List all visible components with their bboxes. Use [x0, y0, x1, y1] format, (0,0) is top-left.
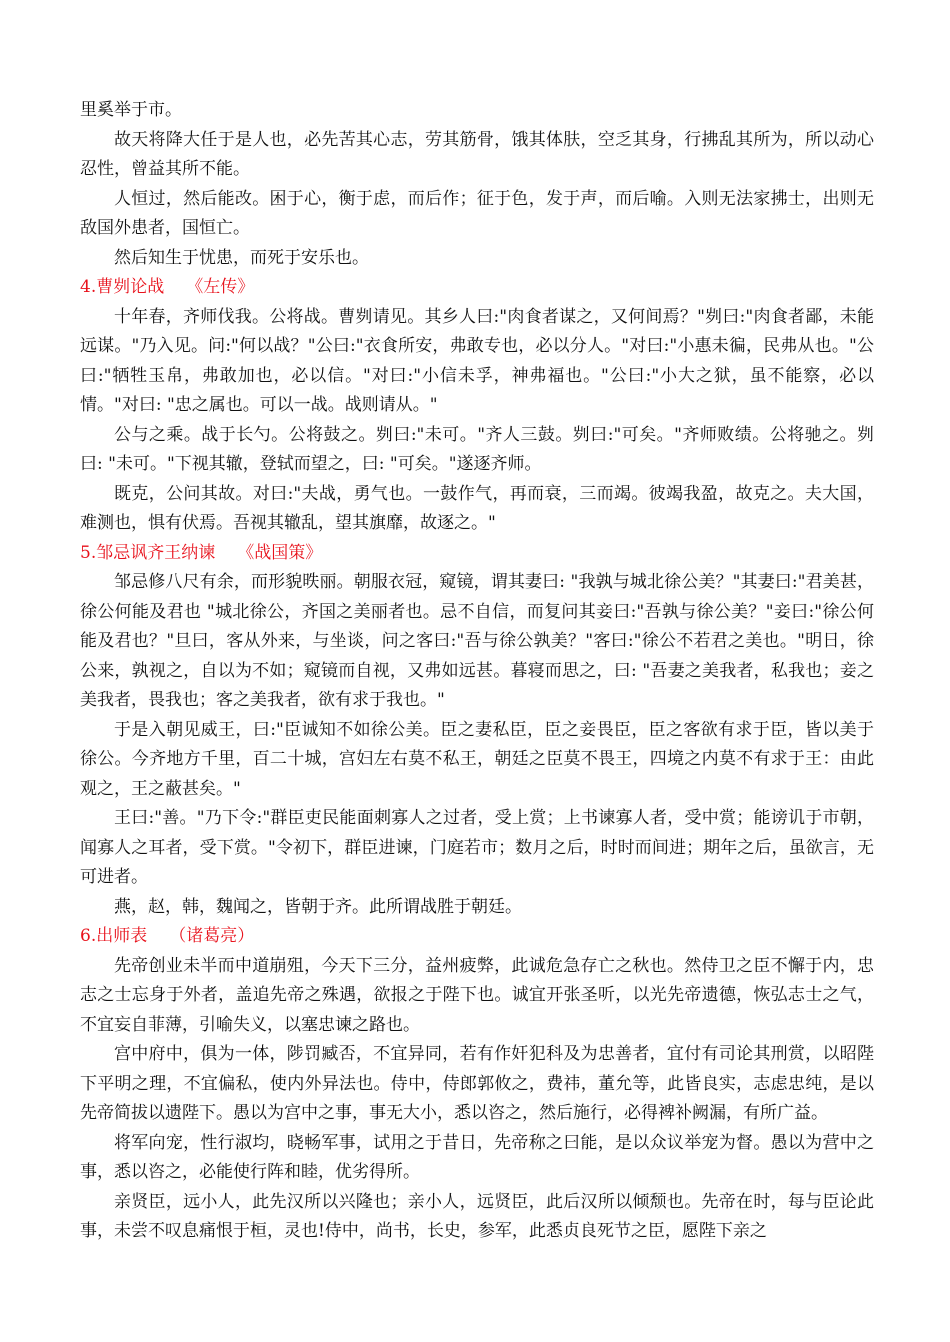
section-source: 《左传》: [186, 277, 255, 297]
text-paragraph: 公与之乘。战于长勺。公将鼓之。刿曰:"未可。"齐人三鼓。刿曰:"可矣。"齐师败绩。公将驰之。刿曰: "未可。"下视其辙，登轼而望之，曰: "可矣。"遂逐齐师。: [80, 424, 874, 474]
text-paragraph: 宫中府中，俱为一体，陟罚臧否，不宜异同，若有作奸犯科及为忠善者，宜付有司论其刑赏，以昭陛下平明之理，不宜偏私，使内外异法也。侍中，侍郎郭攸之，费祎，董允等，此皆良实，志虑忠纯，是以先帝简拔以遗陛下。愚以为宫中之事，事无大小，悉以咨之，然后施行，必得裨补阙漏，有所广益。: [80, 1044, 874, 1123]
section-heading: [80, 273, 874, 303]
text-paragraph: 邹忌修八尺有余，而形貌昳丽。朝服衣冠，窥镜，谓其妻曰: "我孰与城北徐公美？"其妻曰:"君美甚，徐公何能及君也 "城北徐公，齐国之美丽者也。忌不自信，而复问其妾曰:"吾孰与徐公美？"妾曰:"徐公何能及君也？"旦曰，客从外来，与坐谈，问之客曰:"吾与徐公孰美？"客曰:"徐公不若君之美也。"明日，徐公来，孰视之，自以为不如；窥镜而自视，又弗如远甚。暮寝而思之，曰: "吾妻之美我者，私我也；妾之美我者，畏我也；客之美我者，欲有求于我也。": [80, 572, 874, 710]
text-paragraph: 既克，公问其故。对曰:"夫战，勇气也。一鼓作气，再而衰，三而竭。彼竭我盈，故克之。夫大国，难测也，惧有伏焉。吾视其辙乱，望其旗靡，故逐之。": [80, 483, 874, 533]
section-title: 5.邹忌讽齐王纳谏: [80, 542, 216, 563]
section-heading: [80, 922, 874, 952]
section-source: （诸葛亮）: [169, 926, 255, 946]
section-title: 6.出师表: [80, 926, 148, 946]
text-paragraph: 故天将降大任于是人也，必先苦其心志，劳其筋骨，饿其体肤，空乏其身，行拂乱其所为，所以动心忍性，曾益其所不能。: [80, 129, 874, 179]
text-paragraph: 人恒过，然后能改。困于心，衡于虑，而后作；征于色，发于声，而后喻。入则无法家拂士，出则无敌国外患者，国恒亡。: [80, 188, 874, 238]
text-paragraph: 燕，赵，韩，魏闻之，皆朝于齐。此所谓战胜于朝廷。: [114, 896, 522, 917]
text-paragraph: 亲贤臣，远小人，此先汉所以兴隆也；亲小人，远贤臣，此后汉所以倾颓也。先帝在时，每与臣论此事，未尝不叹息痛恨于桓，灵也!侍中，尚书，长史，参军，此悉贞良死节之臣，愿陛下亲之: [80, 1191, 874, 1241]
text-paragraph: 将军向宠，性行淑均，晓畅军事，试用之于昔日，先帝称之曰能，是以众议举宠为督。愚以为营中之事，悉以咨之，必能使行阵和睦，优劣得所。: [80, 1132, 874, 1182]
section-heading: [80, 539, 874, 569]
text-paragraph: 里奚举于市。: [80, 100, 182, 120]
text-paragraph: 于是入朝见威王，曰:"臣诚知不如徐公美。臣之妻私臣，臣之妾畏臣，臣之客欲有求于臣，皆以美于徐公。今齐地方千里，百二十城，宫妇左右莫不私王，朝廷之臣莫不畏王，四境之内莫不有求于王：由此观之，王之蔽甚矣。": [80, 719, 874, 799]
text-paragraph: 王曰:"善。"乃下令:"群臣吏民能面刺寡人之过者，受上赏；上书谏寡人者，受中赏；能谤讥于市朝，闻寡人之耳者，受下赏。"令初下，群臣进谏，门庭若市；数月之后，时时而间进；期年之后，虽欲言，无可进者。: [80, 808, 874, 887]
text-paragraph: 十年春，齐师伐我。公将战。曹刿请见。其乡人曰:"肉食者谋之，又何间焉？"刿曰:"肉食者鄙，未能远谋。"乃入见。问:"何以战？"公曰:"衣食所安，弗敢专也，必以分人。"对曰:"小惠未徧，民弗从也。"公曰:"牺牲玉帛，弗敢加也，必以信。"对曰:"小信未孚，神弗福也。"公曰:"小大之狱，虽不能察，必以情。"对曰: "忠之属也。可以一战。战则请从。": [80, 306, 874, 415]
text-paragraph: 先帝创业未半而中道崩殂，今天下三分，益州疲弊，此诚危急存亡之秋也。然侍卫之臣不懈于内，忠志之士忘身于外者，盖追先帝之殊遇，欲报之于陛下也。诚宜开张圣听，以光先帝遗德，恢弘志士之气，不宜妄自菲薄，引喻失义，以塞忠谏之路也。: [80, 955, 874, 1035]
text-paragraph: 然后知生于忧患，而死于安乐也。: [114, 247, 369, 268]
section-title: 4.曹刿论战: [80, 277, 165, 297]
section-source: 《战国策》: [237, 542, 323, 563]
